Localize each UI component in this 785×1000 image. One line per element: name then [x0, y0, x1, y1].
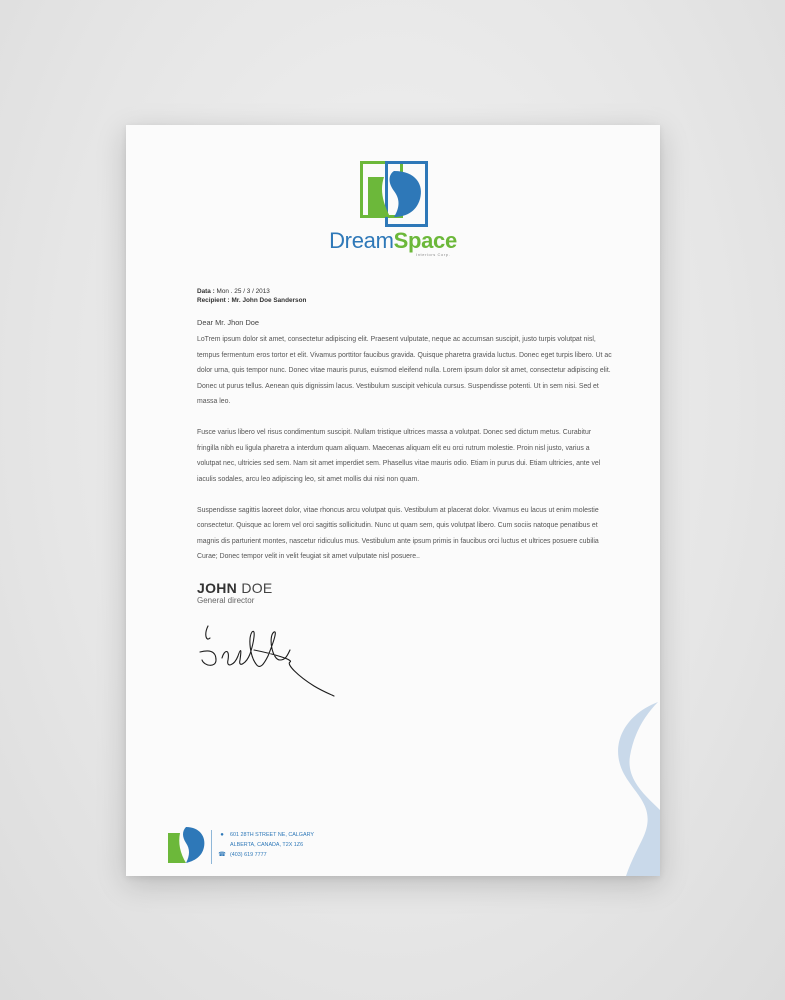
date-label: Data : [197, 288, 215, 295]
signer-first-name: JOHN [197, 580, 238, 596]
footer-logo-icon [166, 825, 206, 865]
body-paragraph: Fusce varius libero vel risus condimentum suscipit. Nullam tristique ultrices massa a volutpat. Donec sed dictum metus. Curabitur fringilla nibh eu ligula pharetra a interdum quam aliquam. Maecenas aliquam elit eu orci rutrum molestie. Proin nisl justo, varius a volutpat nec, ultricies sed sem. Nam sit amet imperdiet sem. Phasellus vitae mauris odio. Etiam in purus dui. Etiam ultricies, ante vel iaculis sodales, arcu leo adipiscing leo, sit amet mollis dui nisi non quam. [197, 429, 601, 483]
address-row [218, 830, 314, 840]
letter-meta [197, 287, 306, 305]
body-paragraph: LoTrem ipsum dolor sit amet, consectetur adipiscing elit. Praesent vulputate, neque ac accumsan suscipit, justo turpis volutpat nisl, tempus fermentum eros tortor et elit. Vivamus porttitor faucibus gravida. Quisque pharetra gravida luctus. Donec eget turpis libero. Ut ac dolor urna, quis tempor nunc. Donec vitae mauris purus, euismod eleifend nulla. Lorem ipsum dolor sit amet, consectetur adipiscing elit. Donec ut purus tellus. Aenean quis dignissim lacus. Vestibulum suscipit vehicula cursus. Suspendisse potenti. Ut in sem nisi. Sed et massa leo. [197, 336, 612, 405]
footer-contact [218, 830, 314, 860]
footer-divider [211, 830, 212, 864]
phone-number: (403) 619 7777 [230, 852, 267, 858]
phone-row [218, 850, 314, 860]
dreamspace-logo-icon [360, 161, 428, 227]
body-paragraph: Suspendisse sagittis laoreet dolor, vitae rhoncus arcu volutpat quis. Vestibulum at placerat dolor. Vivamus eu lacus ut enim molestie consectetur. Quisque ac lorem vel orci sagittis sollicitudin. Nunc ut quam sem, quis volutpat libero. Cum sociis natoque penatibus et magnis dis parturient montes, nascetur ridiculus mus. Vestibulum ante ipsum primis in faucibus orci luctus et ultrices posuere cubilia Curae; Donec tempor velit in velit feugiat sit amet vulputate nisl posuere.. [197, 506, 599, 560]
phone-icon: ☎ [218, 852, 226, 858]
recipient-label: Recipient : [197, 297, 230, 304]
brand-tagline: Interiors Corp. [416, 252, 451, 257]
decorative-swoosh-icon [596, 700, 660, 876]
brand-name-part1: Dream [329, 228, 394, 253]
brand-name [126, 230, 660, 252]
recipient-value: Mr. John Doe Sanderson [231, 297, 307, 304]
map-pin-icon: ● [220, 832, 224, 838]
date-line [197, 287, 306, 296]
letterhead-page [126, 125, 660, 876]
recipient-line [197, 296, 306, 305]
letter-body [197, 332, 614, 580]
signer-last-name: DOE [241, 580, 273, 596]
address-line1: 601 28TH STREET NE, CALGARY [230, 832, 314, 838]
signer-name [197, 580, 273, 596]
handwritten-signature [194, 620, 344, 700]
address-row-2 [218, 840, 314, 850]
address-line2: ALBERTA, CANADA, T2X 1Z6 [230, 842, 304, 848]
salutation: Dear Mr. Jhon Doe [197, 318, 260, 327]
date-value: Mon . 25 / 3 / 2013 [216, 288, 270, 295]
brand-name-part2: Space [393, 228, 457, 253]
signer-title: General director [197, 596, 255, 605]
